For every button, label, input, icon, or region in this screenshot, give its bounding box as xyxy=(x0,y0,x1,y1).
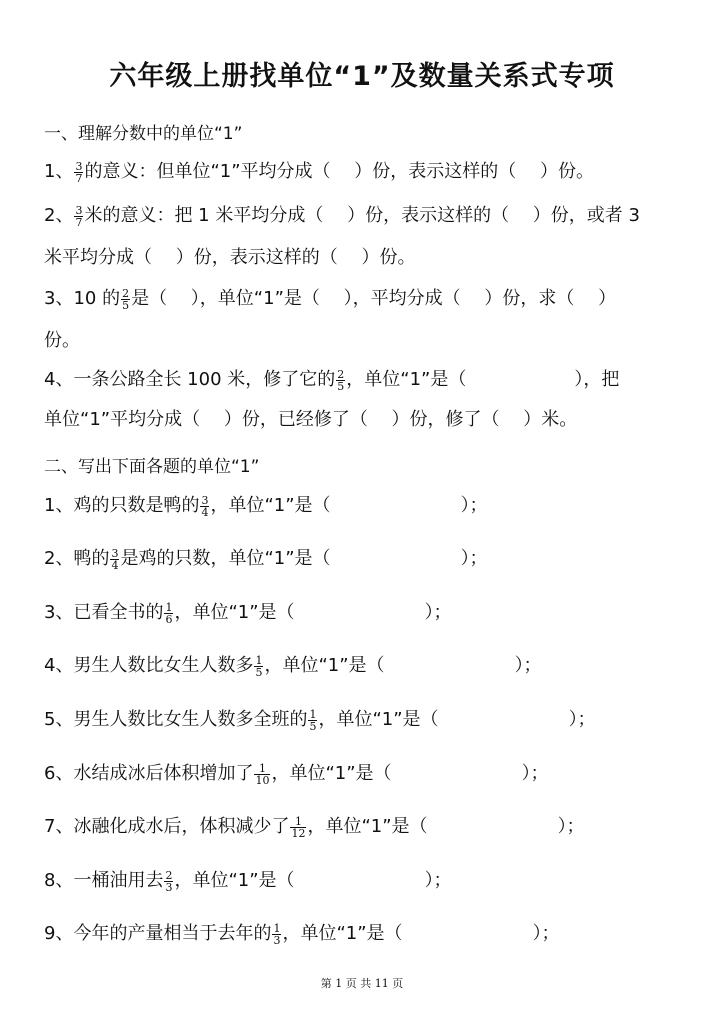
closing-paren: ）； xyxy=(568,709,596,730)
question-1-2-cont: 米平均分成（ ）份，表示这样的（ ）份。 xyxy=(44,247,416,268)
question-text: ，单位“1”是（ ），把 xyxy=(346,369,620,390)
closing-paren: ）； xyxy=(460,548,488,569)
question-2-3 xyxy=(44,601,452,625)
fraction: $\frac{1}{6}$ xyxy=(165,600,173,626)
question-2-9 xyxy=(44,922,560,946)
question-1-3-cont: 份。 xyxy=(44,330,80,351)
question-text: 的意义：但单位“1”平均分成（ ）份，表示这样的（ ）份。 xyxy=(84,161,594,182)
question-prefix: 3、已看全书的 xyxy=(44,602,164,623)
question-1-1 xyxy=(44,160,594,184)
question-text: ，单位“1”是（ xyxy=(174,870,295,891)
fraction: $\frac{2}{3}$ xyxy=(165,868,173,894)
question-text: ，单位“1”是（ xyxy=(271,763,392,784)
fraction: $\frac{2}{5}$ xyxy=(337,367,345,393)
question-prefix: 6、水结成冰后体积增加了 xyxy=(44,763,254,784)
question-text: ，单位“1”是（ xyxy=(174,602,295,623)
fraction: $\frac{1}{12}$ xyxy=(291,814,306,840)
fraction: $\frac{1}{10}$ xyxy=(255,761,270,787)
closing-paren: ）； xyxy=(521,763,549,784)
section-1-heading: 一、理解分数中的单位“1” xyxy=(44,124,243,144)
question-2-7 xyxy=(44,815,585,839)
question-2-5 xyxy=(44,708,596,732)
question-text: 米的意义：把 1 米平均分成（ ）份，表示这样的（ ）份，或者 3 xyxy=(84,205,640,226)
closing-paren: ）； xyxy=(460,495,488,516)
question-text: ，单位“1”是（ xyxy=(318,709,439,730)
question-2-2 xyxy=(44,547,488,571)
fraction: $\frac{1}{5}$ xyxy=(309,707,317,733)
question-prefix: 1、鸡的只数是鸭的 xyxy=(44,495,200,516)
question-prefix: 2、 xyxy=(44,205,74,226)
fraction: $\frac{3}{4}$ xyxy=(111,546,119,572)
fraction: $\frac{3}{4}$ xyxy=(201,493,209,519)
question-text: ，单位“1”是（ xyxy=(264,655,385,676)
fraction: $\frac{2}{5}$ xyxy=(122,286,130,312)
question-prefix: 9、今年的产量相当于去年的 xyxy=(44,923,272,944)
closing-paren: ）； xyxy=(424,870,452,891)
fraction: $\frac{3}{7}$ xyxy=(75,159,83,185)
question-2-6 xyxy=(44,762,549,786)
question-prefix: 7、冰融化成水后，体积减少了 xyxy=(44,816,290,837)
question-1-3 xyxy=(44,287,616,311)
closing-paren: ）； xyxy=(514,655,542,676)
fraction: $\frac{1}{5}$ xyxy=(255,653,263,679)
question-text: ，单位“1”是（ xyxy=(282,923,403,944)
question-prefix: 8、一桶油用去 xyxy=(44,870,164,891)
question-text: ，单位“1”是（ xyxy=(210,495,331,516)
question-text: ，单位“1”是（ xyxy=(307,816,428,837)
closing-paren: ）； xyxy=(557,816,585,837)
question-prefix: 1、 xyxy=(44,161,74,182)
question-prefix: 3、10 的 xyxy=(44,288,121,309)
section-2-heading: 二、写出下面各题的单位“1” xyxy=(44,457,260,477)
page-footer: 第 1 页 共 11 页 xyxy=(320,977,404,990)
question-prefix: 2、鸭的 xyxy=(44,548,110,569)
fraction: $\frac{3}{7}$ xyxy=(75,203,83,229)
question-2-8 xyxy=(44,869,452,893)
question-prefix: 4、男生人数比女生人数多 xyxy=(44,655,254,676)
question-1-4 xyxy=(44,368,619,392)
closing-paren: ）； xyxy=(424,602,452,623)
question-2-1 xyxy=(44,494,488,518)
fraction: $\frac{1}{3}$ xyxy=(273,921,281,947)
question-2-4 xyxy=(44,654,542,678)
page-title: 六年级上册找单位“1”及数量关系式专项 xyxy=(109,61,615,92)
question-text: 是鸡的只数，单位“1”是（ xyxy=(120,548,331,569)
closing-paren: ）； xyxy=(532,923,560,944)
question-1-2 xyxy=(44,204,640,228)
question-text: 是（ ），单位“1”是（ ），平均分成（ ）份，求（ ） xyxy=(131,288,617,309)
question-prefix: 5、男生人数比女生人数多全班的 xyxy=(44,709,308,730)
question-prefix: 4、一条公路全长 100 米，修了它的 xyxy=(44,369,336,390)
question-1-4-cont: 单位“1”平均分成（ ）份，已经修了（ ）份，修了（ ）米。 xyxy=(44,409,578,430)
